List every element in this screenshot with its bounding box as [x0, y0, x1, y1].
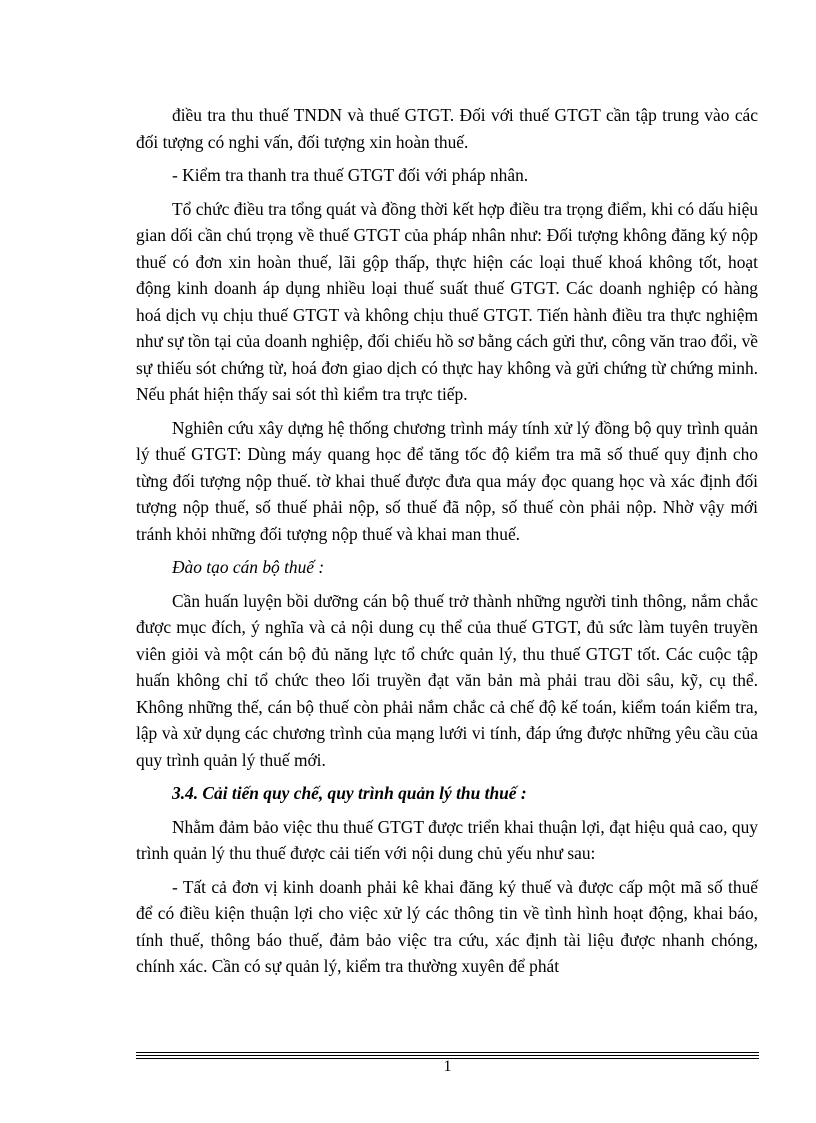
- subheading: Đào tạo cán bộ thuế :: [172, 557, 325, 577]
- paragraph: Nghiên cứu xây dựng hệ thống chương trình máy tính xử lý đồng bộ quy trình quản lý thuế GTGT: Dùng máy quang học để tăng tốc độ kiểm tra mã số thuế quy định cho từng đối tượng nộp thuế. tờ khai thuế được đưa qua máy đọc quang học và xác định đối tượng nộp thuế, số thuế phải nộp, số thuế đã nộp, số thuế còn phải nộp. Nhờ vậy mới tránh khỏi những đối tượng nộp thuế và khai man thuế.: [136, 417, 758, 544]
- paragraph: điều tra thu thuế TNDN và thuế GTGT. Đối với thuế GTGT cần tập trung vào các đối tượng có nghi vấn, đối tượng xin hoàn thuế.: [136, 105, 758, 152]
- footer-divider: [136, 1052, 759, 1053]
- section-heading: 3.4. Cải tiến quy chế, quy trình quản lý thu thuế :: [172, 783, 527, 803]
- paragraph: Nhằm đảm bảo việc thu thuế GTGT được triển khai thuận lợi, đạt hiệu quả cao, quy trình quản lý thu thuế được cải tiến với nội dung chủ yếu như sau:: [136, 816, 758, 863]
- document-body: [136, 102, 758, 987]
- page-number: 1: [443, 1058, 452, 1075]
- paragraph: Cần huấn luyện bồi dưỡng cán bộ thuế trở thành những người tinh thông, nắm chắc được mục đích, ý nghĩa và cả nội dung cụ thể của thuế GTGT, đủ sức làm tuyên truyền viên giỏi và một cán bộ đủ năng lực tổ chức quản lý, thu thuế GTGT tốt. Các cuộc tập huấn không chỉ tổ chức theo lối truyền đạt văn bản mà phải trau dồi sâu, kỹ, cụ thể. Không những thế, cán bộ thuế còn phải nắm chắc cả chế độ kế toán, kiểm toán kiểm tra, lập và xử dụng các chương trình của mạng lưới vi tính, đáp ứng được những yêu cầu của quy trình quản lý thuế mới.: [136, 590, 758, 770]
- footer-divider: [136, 1055, 759, 1056]
- paragraph: - Tất cả đơn vị kinh doanh phải kê khai đăng ký thuế và được cấp một mã số thuế để có điều kiện thuận lợi cho việc xử lý các thông tin về tình hình hoạt động, khai báo, tính thuế, thông báo thuế, đảm bảo việc tra cứu, xác định tài liệu được nhanh chóng, chính xác. Cần có sự quản lý, kiểm tra thường xuyên để phát: [136, 876, 758, 976]
- paragraph: Tổ chức điều tra tổng quát và đồng thời kết hợp điều tra trọng điểm, khi có dấu hiệu gian dối cần chú trọng về thuế GTGT của pháp nhân như: Đối tượng không đăng ký nộp thuế có đơn xin hoàn thuế, lãi gộp thấp, thực hiện các loại thuế khoá không tốt, hoạt động kinh doanh áp dụng nhiều loại thuế suất thuế GTGT. Các doanh nghiệp có hàng hoá dịch vụ chịu thuế GTGT và không chịu thuế GTGT. Tiến hành điều tra thực nghiệm như sự tồn tại của doanh nghiệp, đối chiếu hồ sơ bằng cách gửi thư, công văn trao đổi, về sự thiếu sót chứng từ, hoá đơn giao dịch có thực hay không và gửi chứng từ chứng minh. Nếu phát hiện thấy sai sót thì kiểm tra trực tiếp.: [136, 198, 758, 404]
- paragraph: - Kiểm tra thanh tra thuế GTGT đối với pháp nhân.: [172, 165, 529, 185]
